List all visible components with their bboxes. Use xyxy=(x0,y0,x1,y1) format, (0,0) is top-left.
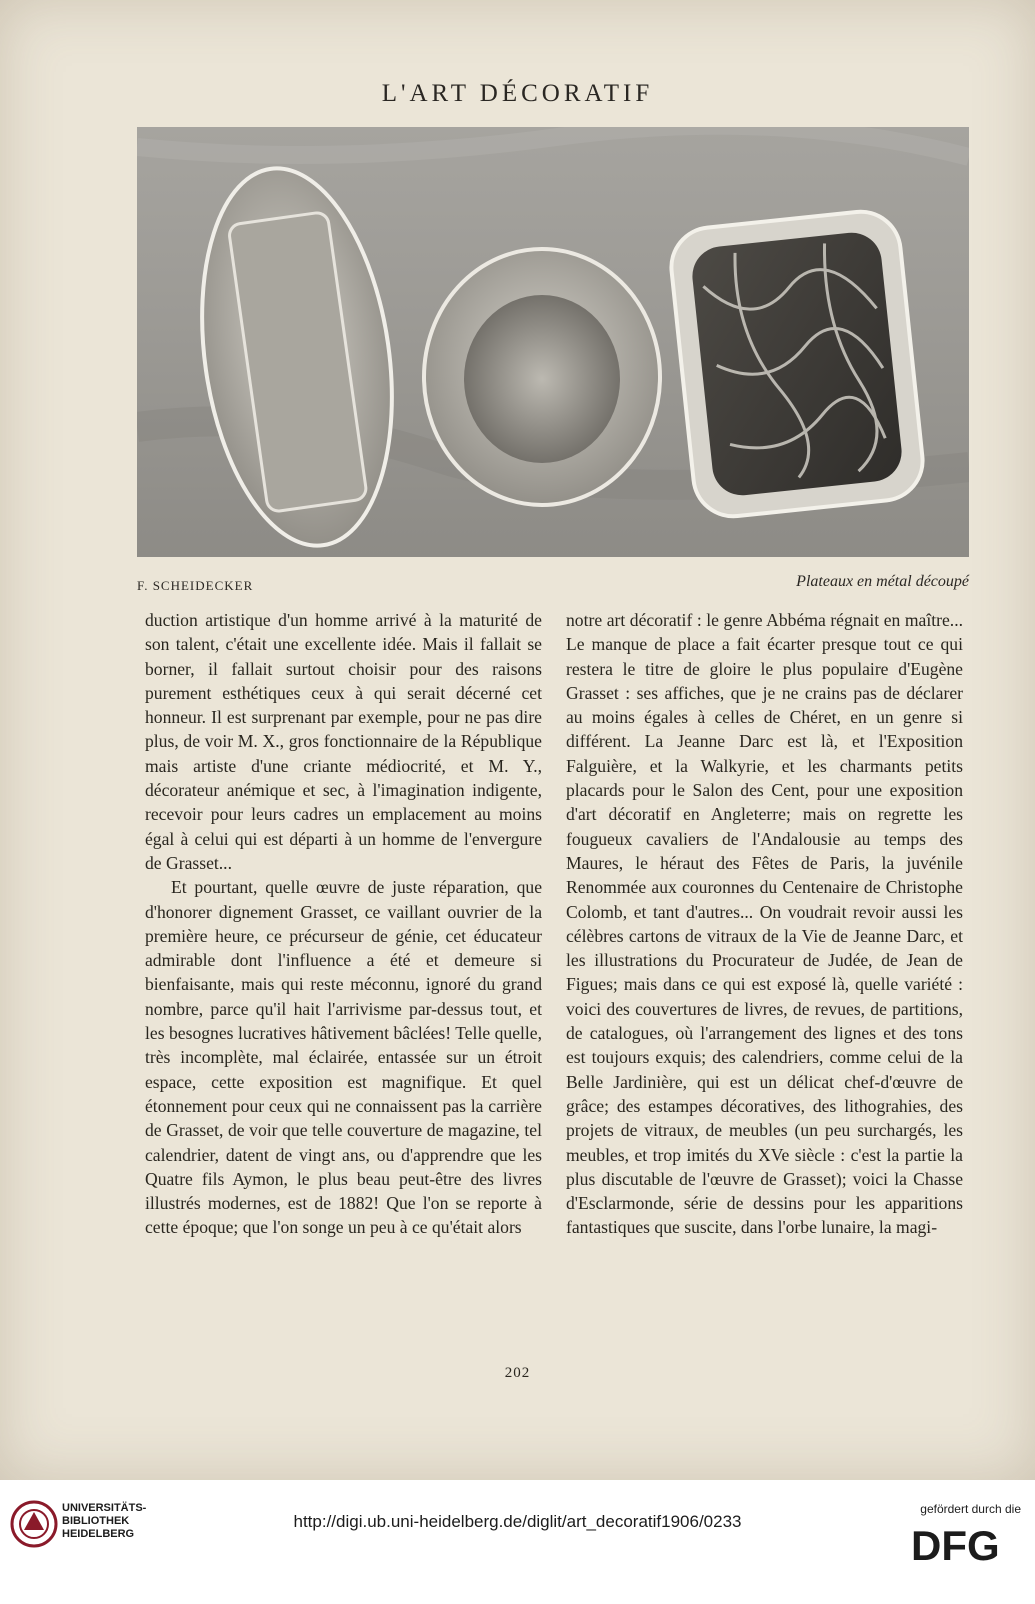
library-name-line: BIBLIOTHEK xyxy=(62,1515,130,1527)
paragraph: duction artistique d'un homme arrivé à la maturité de son talent, c'était une excellente idée. Mais il fallait se borner, il fallait surtout choisir pour des raisons purement esthétiques ceux à qui serait décerné cet honneur. Il est surprenant par exemple, pour ne pas dire plus, de voir M. X., gros fonctionnaire de la République mais artiste d'une criante médiocrité, et M. Y., décorateur anémique et sec, à l'imagination indigente, recevoir pour leurs cadres un emplacement au moins égal à celui qui est départi à un homme de l'envergure de Grasset... xyxy=(145,610,542,873)
photo-caption: Plateaux en métal découpé xyxy=(796,573,969,590)
library-name-line: UNIVERSITÄTS- xyxy=(62,1502,147,1514)
text-column-left xyxy=(145,608,542,1240)
text-column-right xyxy=(566,608,963,1240)
photo-credit: F. SCHEIDECKER xyxy=(137,578,254,593)
paragraph: notre art décoratif : le genre Abbéma régnait en maître... Le manque de place a fait écarter presque tout ce qui restera le titre de gloire le plus populaire d'Eugène Grasset : ses affiches, que je ne crains pas de déclarer au moins égales à celles de Chéret, en un genre si différent. La Jeanne Darc est là, et l'Exposition Falguière, et la Walkyrie, et les charmants petits placards pour le Salon des Cent, pour une exposition d'art décoratif en Angleterre; mais on regrette les fougueux cavaliers de l'Andalousie au temps des Maures, le héraut des Fêtes de Paris, la juvénile Renommée aux couronnes du Centenaire de Christophe Colomb, et tant d'autres... On voudrait revoir aussi les célèbres cartons de vitraux de la Vie de Jeanne Darc, et les illustrations du Procurateur de Judée, de Jean de Figues; mais dans ce qui est exposé là, quelle variété : voici des couvertures de livres, de revues, de partitions, de catalogues, où l'arrangement des lignes et des tons est toujours exquis; des calendriers, comme celui de la Belle Jardinière, qui est un délicat chef-d'œuvre de grâce; des estampes décoratives, des lithograhies, des projets de vitraux, de meubles (un peu surchargés, les meubles, et trop imités du XVe siècle : c'est la partie la plus discutable de l'œuvre de Grasset); voici la Chasse d'Esclarmonde, série de dessins pour les apparitions fantastiques que suscite, dans l'orbe lunaire, la magi- xyxy=(566,610,963,1238)
trays-illustration xyxy=(137,127,969,557)
running-head: L'ART DÉCORATIF xyxy=(381,80,654,107)
dfg-logo-text: DFG xyxy=(911,1522,1000,1566)
paragraph: Et pourtant, quelle œuvre de juste réparation, que d'honorer dignement Grasset, ce vaillant ouvrier de la première heure, ce précurseur de génie, cet éducateur admirable dont l'influence a été et demeure si bienfaisante, mais qui reste méconnu, ignoré du grand nombre, parce qu'il hait l'arrivisme par-dessus tout, et les besognes lucratives hâtivement bâclées! Telle quelle, très incomplète, mal éclairée, entassée sur un étroit espace, cette exposition est magnifique. Et quel étonnement pour ceux qui ne connaissent pas la carrière de Grasset, de voir que telle couverture de magazine, tel calendrier, datent de vingt ans, ou d'apprendre que les Quatre fils Aymon, le plus beau peut-être des livres illustrés modernes, est de 1882! Que l'on se reporte à cette époque; que l'on songe un peu à ce qu'était alors xyxy=(145,877,542,1238)
library-name-line: HEIDELBERG xyxy=(62,1528,135,1540)
funded-by-label: gefördert durch die xyxy=(920,1502,1021,1516)
permalink-url[interactable]: http://digi.ub.uni-heidelberg.de/diglit/art_decoratif1906/0233 xyxy=(293,1512,742,1531)
digitization-footer xyxy=(0,1480,1035,1604)
dfg-logo-icon xyxy=(911,1522,1021,1566)
page-number: 202 xyxy=(504,1365,531,1381)
photograph-metal-trays xyxy=(137,127,969,557)
